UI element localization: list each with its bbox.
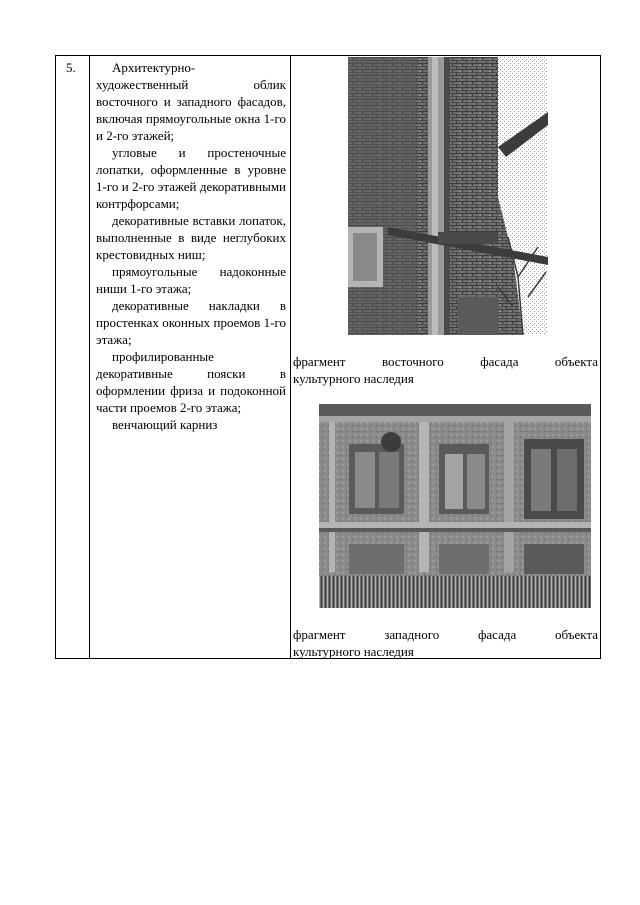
- description-item: декоративные вставки лопаток, выполненные в виде неглубоких крестовидных ниш;: [96, 213, 286, 262]
- caption-word: объекта: [554, 627, 598, 642]
- row-number: 5.: [66, 60, 76, 75]
- caption-word: фрагмент: [293, 354, 346, 369]
- description-item: профилированные декоративные пояски в оформлении фриза и подоконной части проемов 2-го этажа;: [96, 349, 286, 415]
- description-text: [96, 59, 286, 433]
- row-number-cell: [56, 56, 90, 658]
- description-item: венчающий карниз: [112, 417, 218, 432]
- heritage-elements-table: [55, 55, 601, 659]
- caption-word: объекта: [554, 354, 598, 369]
- caption-line: [293, 626, 598, 643]
- caption-word: фасада: [480, 354, 519, 369]
- west-facade-photo: [319, 404, 591, 608]
- caption-line: культурного наследия: [293, 644, 414, 659]
- east-facade-photo: [348, 57, 548, 335]
- caption-word: фрагмент: [293, 627, 346, 642]
- description-item: прямоугольные надоконные ниши 1-го этажа;: [96, 264, 286, 296]
- east-photo-caption: [293, 353, 598, 387]
- photo-cell: [291, 56, 602, 658]
- caption-line: [293, 353, 598, 370]
- description-cell: [90, 56, 291, 658]
- caption-line: культурного наследия: [293, 371, 414, 386]
- description-item: декоративные накладки в простенках оконных проемов 1-го этажа;: [96, 298, 286, 347]
- caption-word: западного: [384, 627, 440, 642]
- caption-word: восточного: [381, 354, 444, 369]
- description-item: Архитектурно-художественный облик восточного и западного фасадов, включая прямоугольные окна 1-го и 2-го этажей;: [96, 60, 286, 143]
- description-item: угловые и простеночные лопатки, оформленные в уровне 1-го и 2-го этажей декоративными контрфорсами;: [96, 145, 286, 211]
- caption-word: фасада: [477, 627, 517, 642]
- west-photo-caption: [293, 626, 598, 660]
